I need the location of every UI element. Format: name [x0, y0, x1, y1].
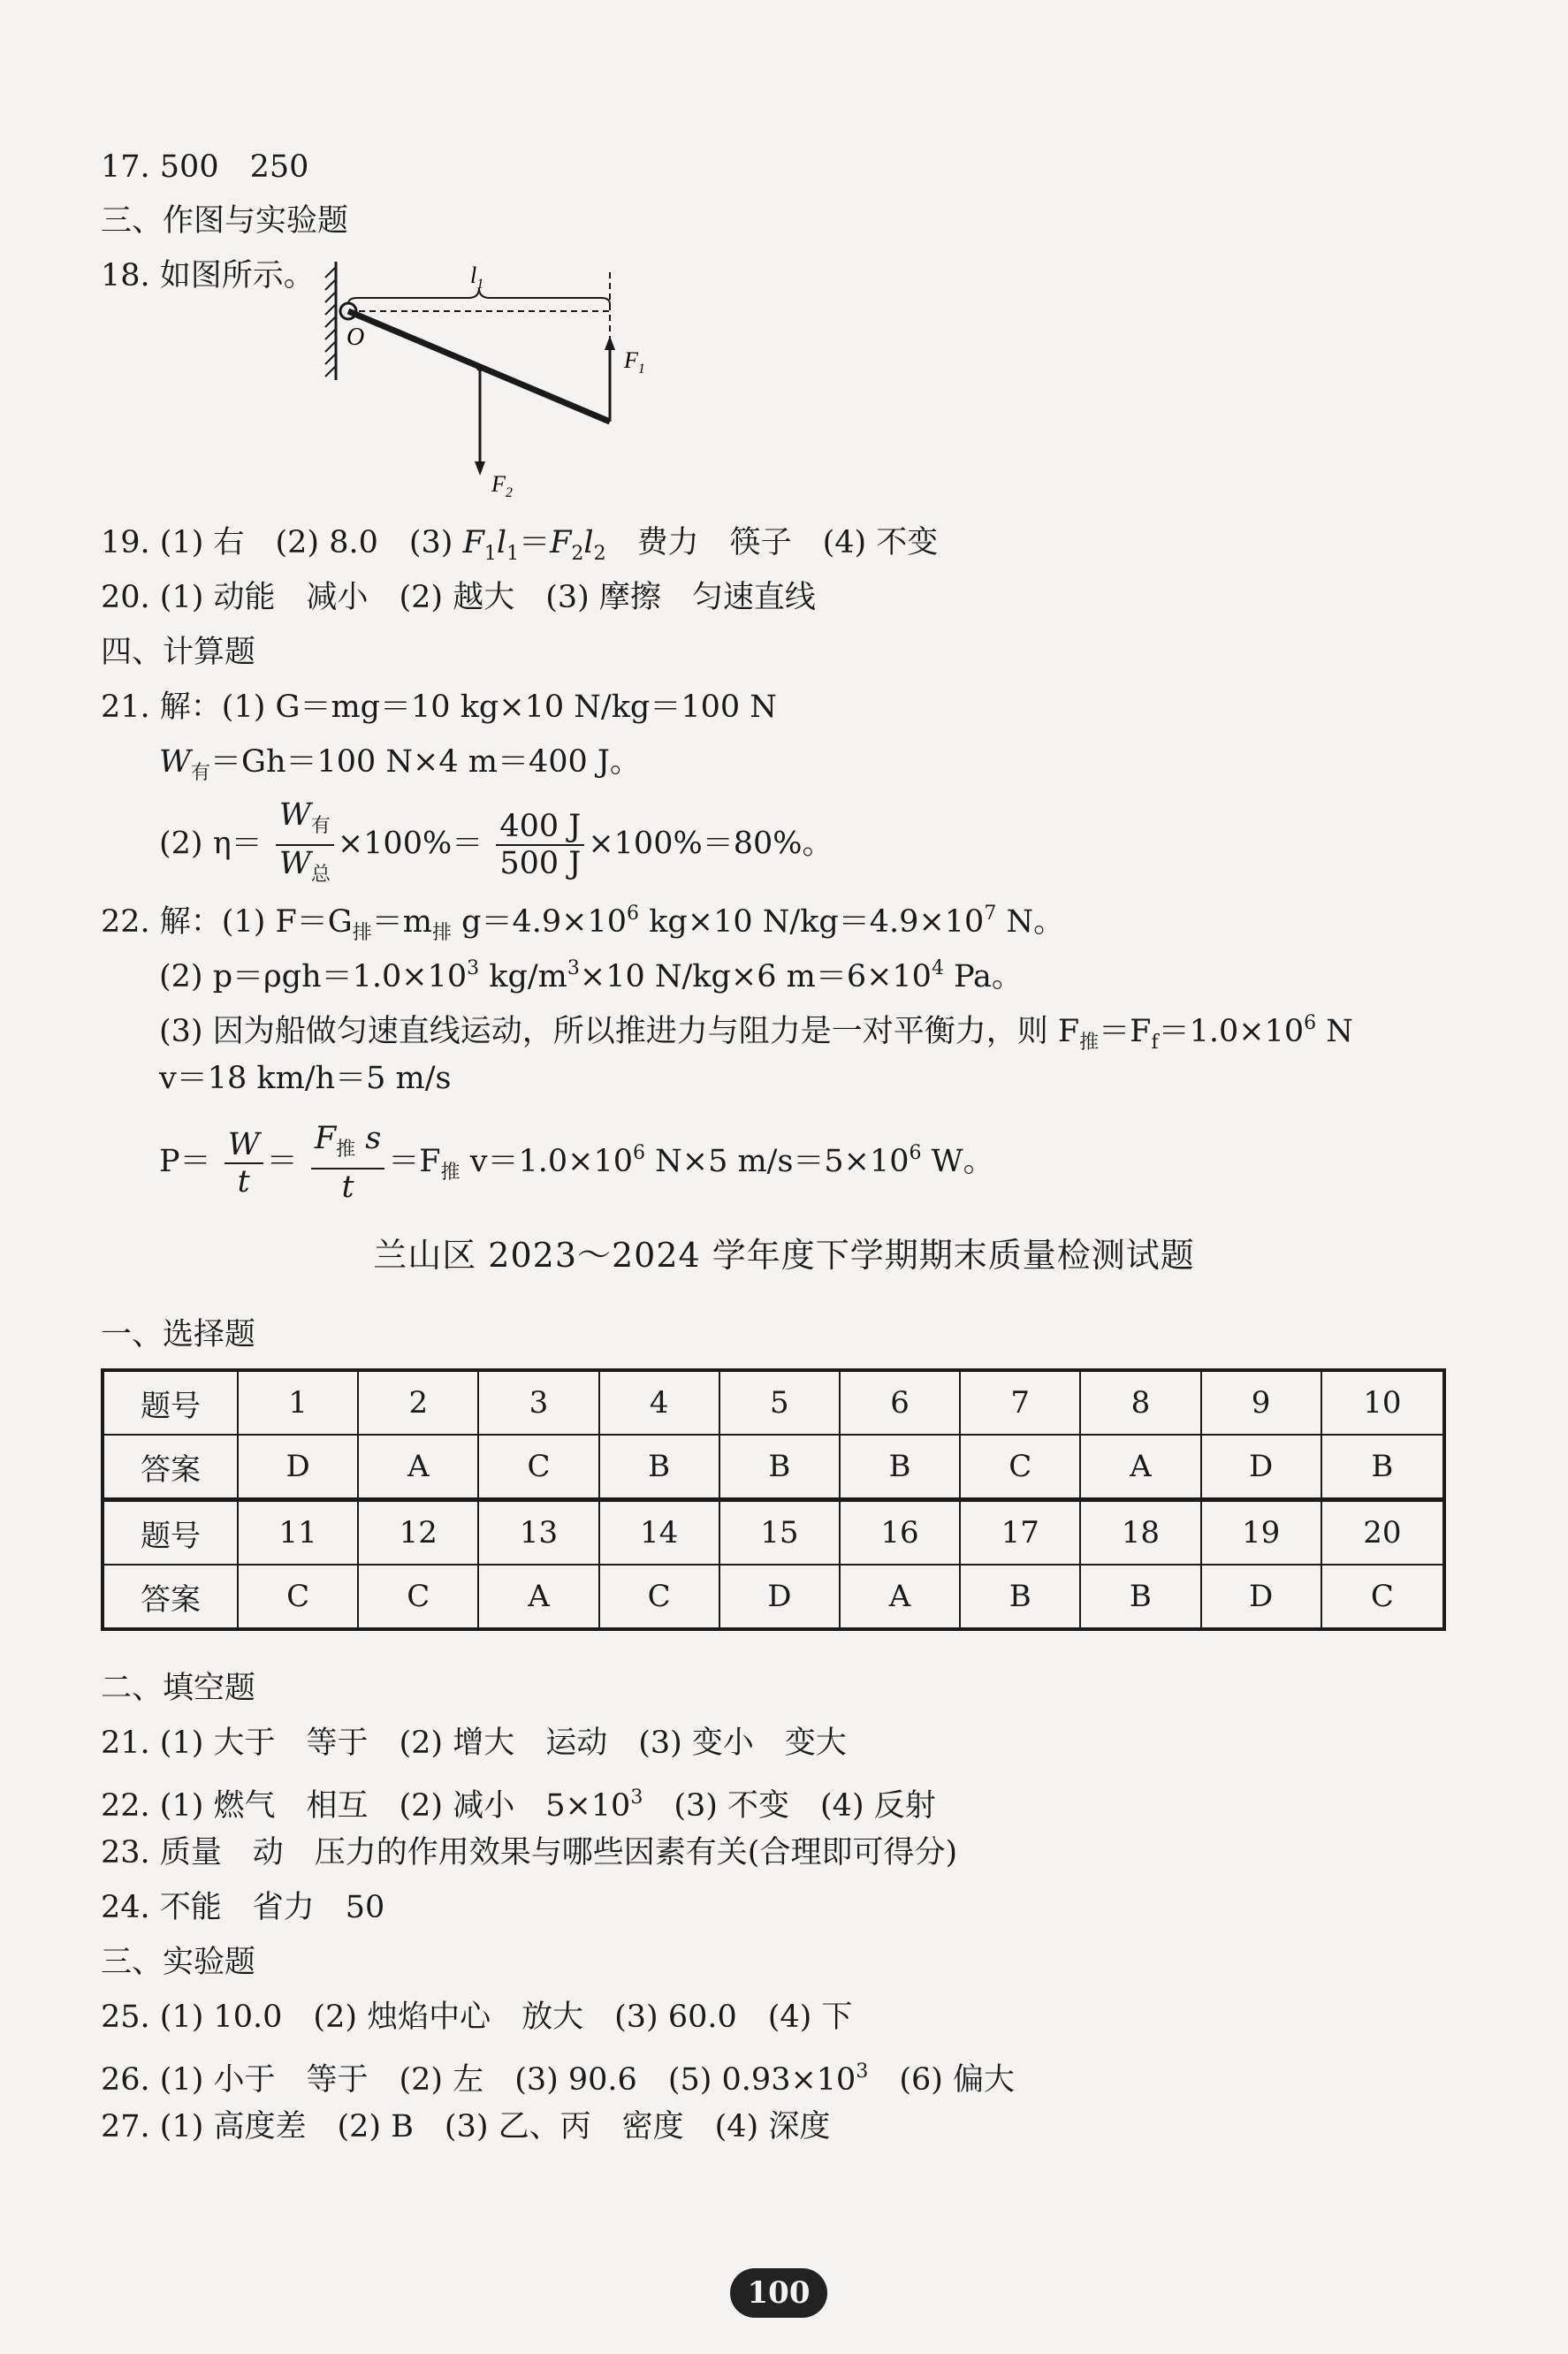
answer-21-line2: $W_有=Gh=100$ N×4 m＝400 J。 [159, 744, 641, 784]
answer-23b: 23. 质量 动 压力的作用效果与哪些因素有关(合理即可得分) [101, 1835, 958, 1870]
answer-17: 17. 500 250 [101, 149, 309, 185]
label-f2: $F_2$ [491, 471, 513, 500]
row-label: 题号 [103, 1500, 238, 1566]
answer-20: 20. (1) 动能 减小 (2) 越大 (3) 摩擦 匀速直线 [101, 580, 816, 615]
arrow-f1-head [605, 336, 615, 350]
answer-21b: 21. (1) 大于 等于 (2) 增大 运动 (3) 变小 变大 [101, 1726, 847, 1761]
exam-title: 兰山区 2023～2024 学年度下学期期末质量检测试题 [373, 1236, 1195, 1275]
label-f1: $F_1$ [624, 347, 645, 377]
fraction-efficiency: $\frac{W_有}{W_总}$ [276, 797, 334, 893]
row-label: 答案 [103, 1565, 238, 1629]
answer-19: 19. (1) 右 (2) 8.0 (3) $F_1l_1=F_2l_2$ 费力 筷子 (4) 不变 [101, 525, 939, 565]
answer-27b: 27. (1) 高度差 (2) B (3) 乙、丙 密度 (4) 深度 [101, 2109, 831, 2145]
table-row: 题号 11 12 13 14 15 16 17 18 19 20 [103, 1500, 1444, 1566]
fraction-work: $\frac{400 J}{500 J}$ [496, 809, 584, 881]
label-o: O [346, 324, 365, 351]
page-number: 100 [730, 2268, 827, 2318]
section-heading-choice: 一、选择题 [101, 1317, 256, 1352]
section-heading-calc: 四、计算题 [101, 635, 256, 670]
answer-21-line1: 21. 解：(1) G＝mg＝10 kg×10 N/kg＝100 N [101, 689, 777, 725]
table-row: 答案 C C A C D A B B D C [103, 1565, 1444, 1629]
table-row: 答案 D A C B B B C A D B [103, 1435, 1444, 1500]
label-l1: $l_1$ [470, 263, 484, 292]
section-heading-drawing: 三、作图与实验题 [101, 203, 349, 239]
fraction-power-1: $\frac{W}{t}$ [225, 1127, 263, 1200]
section-heading-experiment: 三、实验题 [101, 1945, 256, 1980]
answer-22-line5: P＝ $\frac{W}{t}$ ＝ $\frac{F_推 s}{t}$ $=F_推$ $v=1.0\times 10^6$ N×5 $m/s=5\times 10^6$ W。 [159, 1121, 994, 1205]
row-label: 答案 [103, 1435, 238, 1500]
answer-22-line2: (2) $p=\rho gh=1.0\times 10^3$ $kg/m^3\times 10$ N/kg×6 $m=6\times 10^4$ Pa。 [159, 957, 1023, 994]
fraction-power-2: $\frac{F_推 s}{t}$ [311, 1121, 384, 1205]
arrow-f2-head [475, 461, 485, 476]
answer-26b: 26. (1) 小于 等于 (2) 左 (3) 90.6 (5) $0.93\times 10^3$ (6) 偏大 [101, 2061, 1016, 2098]
wall-hatching [325, 267, 336, 377]
answer-22-line1: 22. 解：(1) $F=G_排=m_排$ $g=4.9\times 10^6$ kg×10 $N/kg=4.9\times 10^7$ N。 [101, 903, 1065, 944]
answer-22-line4: v＝18 km/h＝5 m/s [159, 1061, 452, 1096]
lever-diagram [318, 256, 672, 513]
answer-24b: 24. 不能 省力 50 [101, 1890, 385, 1925]
row-label: 题号 [103, 1370, 238, 1435]
answer-25b: 25. (1) 10.0 (2) 烛焰中心 放大 (3) 60.0 (4) 下 [101, 2000, 853, 2035]
section-heading-fill: 二、填空题 [101, 1671, 256, 1706]
answer-21-line3: (2) η＝ $\frac{W_有}{W_总}$ ×100%＝ $\frac{400 J}{500 J}$ ×100%＝80%。 [159, 797, 833, 893]
answer-18: 18. 如图所示。 [101, 258, 315, 293]
answer-22b: 22. (1) 燃气 相互 (2) 减小 $5\times 10^3$ (3) 不变 (4) 反射 [101, 1786, 936, 1824]
table-row: 题号 1 2 3 4 5 6 7 8 9 10 [103, 1370, 1444, 1435]
answer-table [101, 1368, 1446, 1631]
answer-22-line3: (3) 因为船做匀速直线运动，所以推进力与阻力是一对平衡力，则 $F_推=F_f=1.0\times 10^6$ N [159, 1012, 1353, 1054]
